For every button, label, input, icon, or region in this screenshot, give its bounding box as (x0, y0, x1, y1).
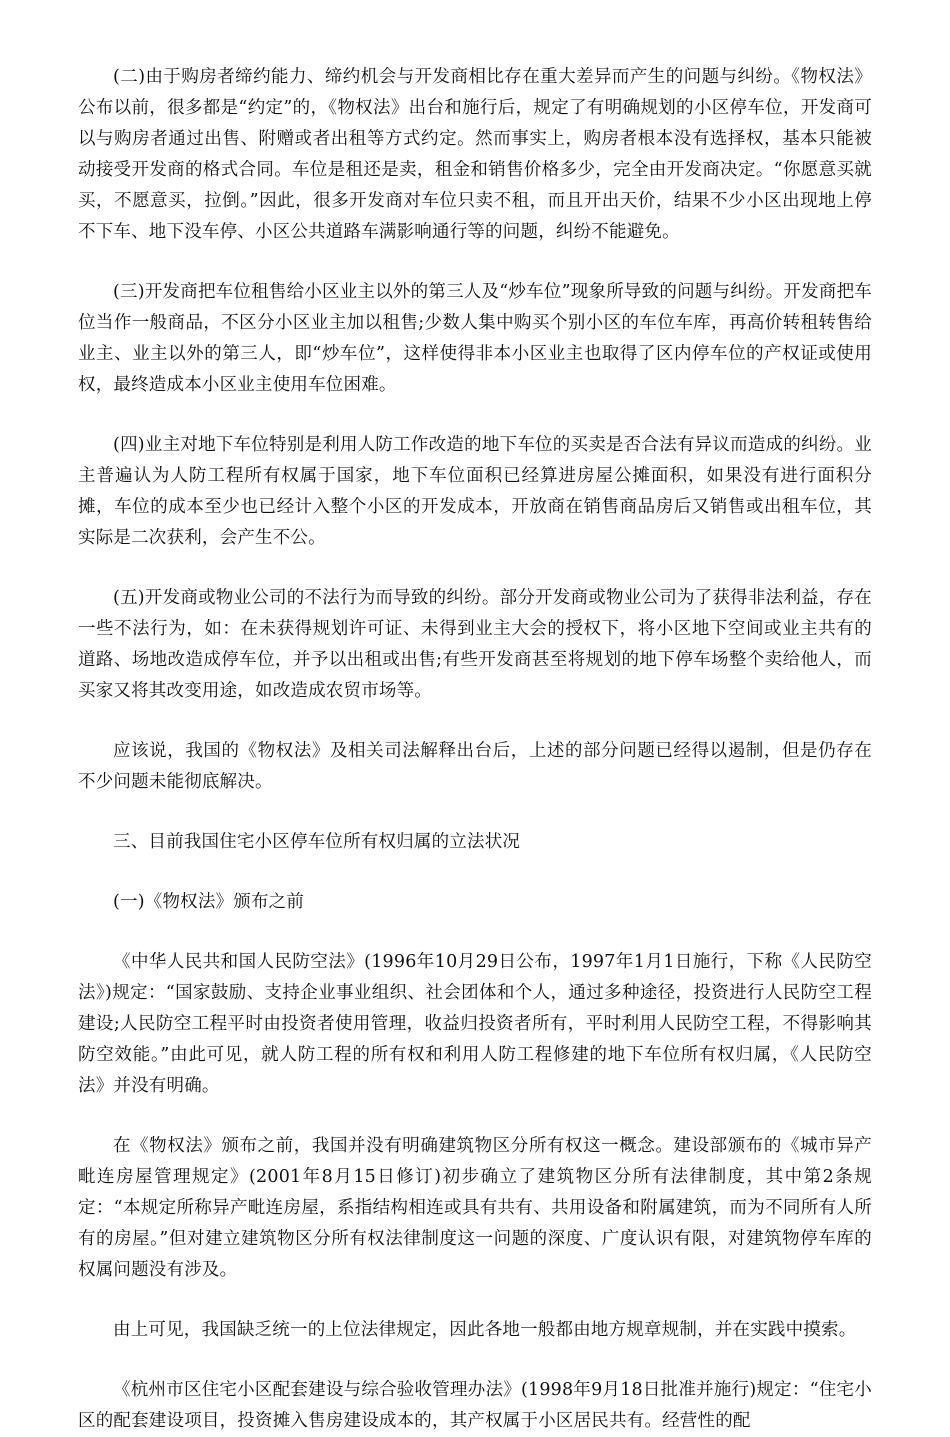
section-heading: 三、目前我国住宅小区停车位所有权归属的立法状况 (113, 832, 521, 852)
paragraph-hangzhou: 《杭州市区住宅小区配套建设与综合验收管理办法》(1998年9月18日批准并施行)规定：“住宅小区的配套建设项目，投资摊入售房建设成本的，其产权属于小区居民共有。经营性的配 (78, 1380, 872, 1431)
paragraph-civil-air-defense: 《中华人民共和国人民防空法》(1996年10月29日公布，1997年1月1日施行，下称《人民防空法》)规定：“国家鼓励、支持企业事业组织、社会团体和个人，通过多种途径，投资进行人民防空工程建设;人民防空工程平时由投资者使用管理，收益归投资者所有，平时利用人民防空工程，不得影响其防空效能。”由此可见，就人防工程的所有权和利用人防工程修建的地下车位所有权归属，《人民防空法》并没有明确。 (78, 952, 872, 1096)
paragraph-2: (二)由于购房者缔约能力、缔约机会与开发商相比存在重大差异而产生的问题与纠纷。《物权法》公布以前，很多都是“约定”的，《物权法》出台和施行后，规定了有明确规划的小区停车位，开发商可以与购房者通过出售、附赠或者出租等方式约定。然而事实上，购房者根本没有选择权，基本只能被动接受开发商的格式合同。车位是租还是卖，租金和销售价格多少，完全由开发商决定。“你愿意买就买，不愿意买，拉倒。”因此，很多开发商对车位只卖不租，而且开出天价，结果不少小区出现地上停不下车、地下没车停、小区公共道路车满影响通行等的问题，纠纷不能避免。 (78, 67, 872, 242)
paragraph-4: (四)业主对地下车位特别是利用人防工作改造的地下车位的买卖是否合法有异议而造成的纠纷。业主普遍认为人防工程所有权属于国家，地下车位面积已经算进房屋公摊面积，如果没有进行面积分摊，车位的成本至少也已经计入整个小区的开发成本，开放商在销售商品房后又销售或出租车位，其实际是二次获利，会产生不公。 (78, 435, 872, 548)
paragraph-5: (五)开发商或物业公司的不法行为而导致的纠纷。部分开发商或物业公司为了获得非法利益，存在一些不法行为，如：在未获得规划许可证、未得到业主大会的授权下，将小区地下空间或业主共有的道路、场地改造成停车位，并予以出租或出售;有些开发商甚至将规划的地下停车场整个卖给他人，而买家又将其改变用途，如改造成农贸市场等。 (78, 588, 872, 701)
subsection-heading: (一)《物权法》颁布之前 (113, 892, 305, 912)
paragraph-local-rules: 由上可见，我国缺乏统一的上位法律规定，因此各地一般都由地方规章规制，并在实践中摸索。 (113, 1320, 857, 1340)
paragraph-3: (三)开发商把车位租售给小区业主以外的第三人及“炒车位”现象所导致的问题与纠纷。开发商把车位当作一般商品，不区分小区业主加以租售;少数人集中购买个别小区的车位车库，再高价转租转售给业主、业主以外的第三人，即“炒车位”，这样使得非本小区业主也取得了区内停车位的产权证或使用权，最终造成本小区业主使用车位困难。 (78, 282, 872, 395)
paragraph-property-regulation: 在《物权法》颁布之前，我国并没有明确建筑物区分所有权这一概念。建设部颁布的《城市异产毗连房屋管理规定》(2001年8月15日修订)初步确立了建筑物区分所有法律制度，其中第2条规定：“本规定所称异产毗连房屋，系指结构相连或具有共有、共用设备和附属建筑，而为不同所有人所有的房屋。”但对建立建筑物区分所有权法律制度这一问题的深度、广度认识有限，对建筑物停车库的权属问题没有涉及。 (78, 1136, 872, 1280)
paragraph-summary: 应该说，我国的《物权法》及相关司法解释出台后，上述的部分问题已经得以遏制，但是仍存在不少问题未能彻底解决。 (78, 741, 872, 792)
